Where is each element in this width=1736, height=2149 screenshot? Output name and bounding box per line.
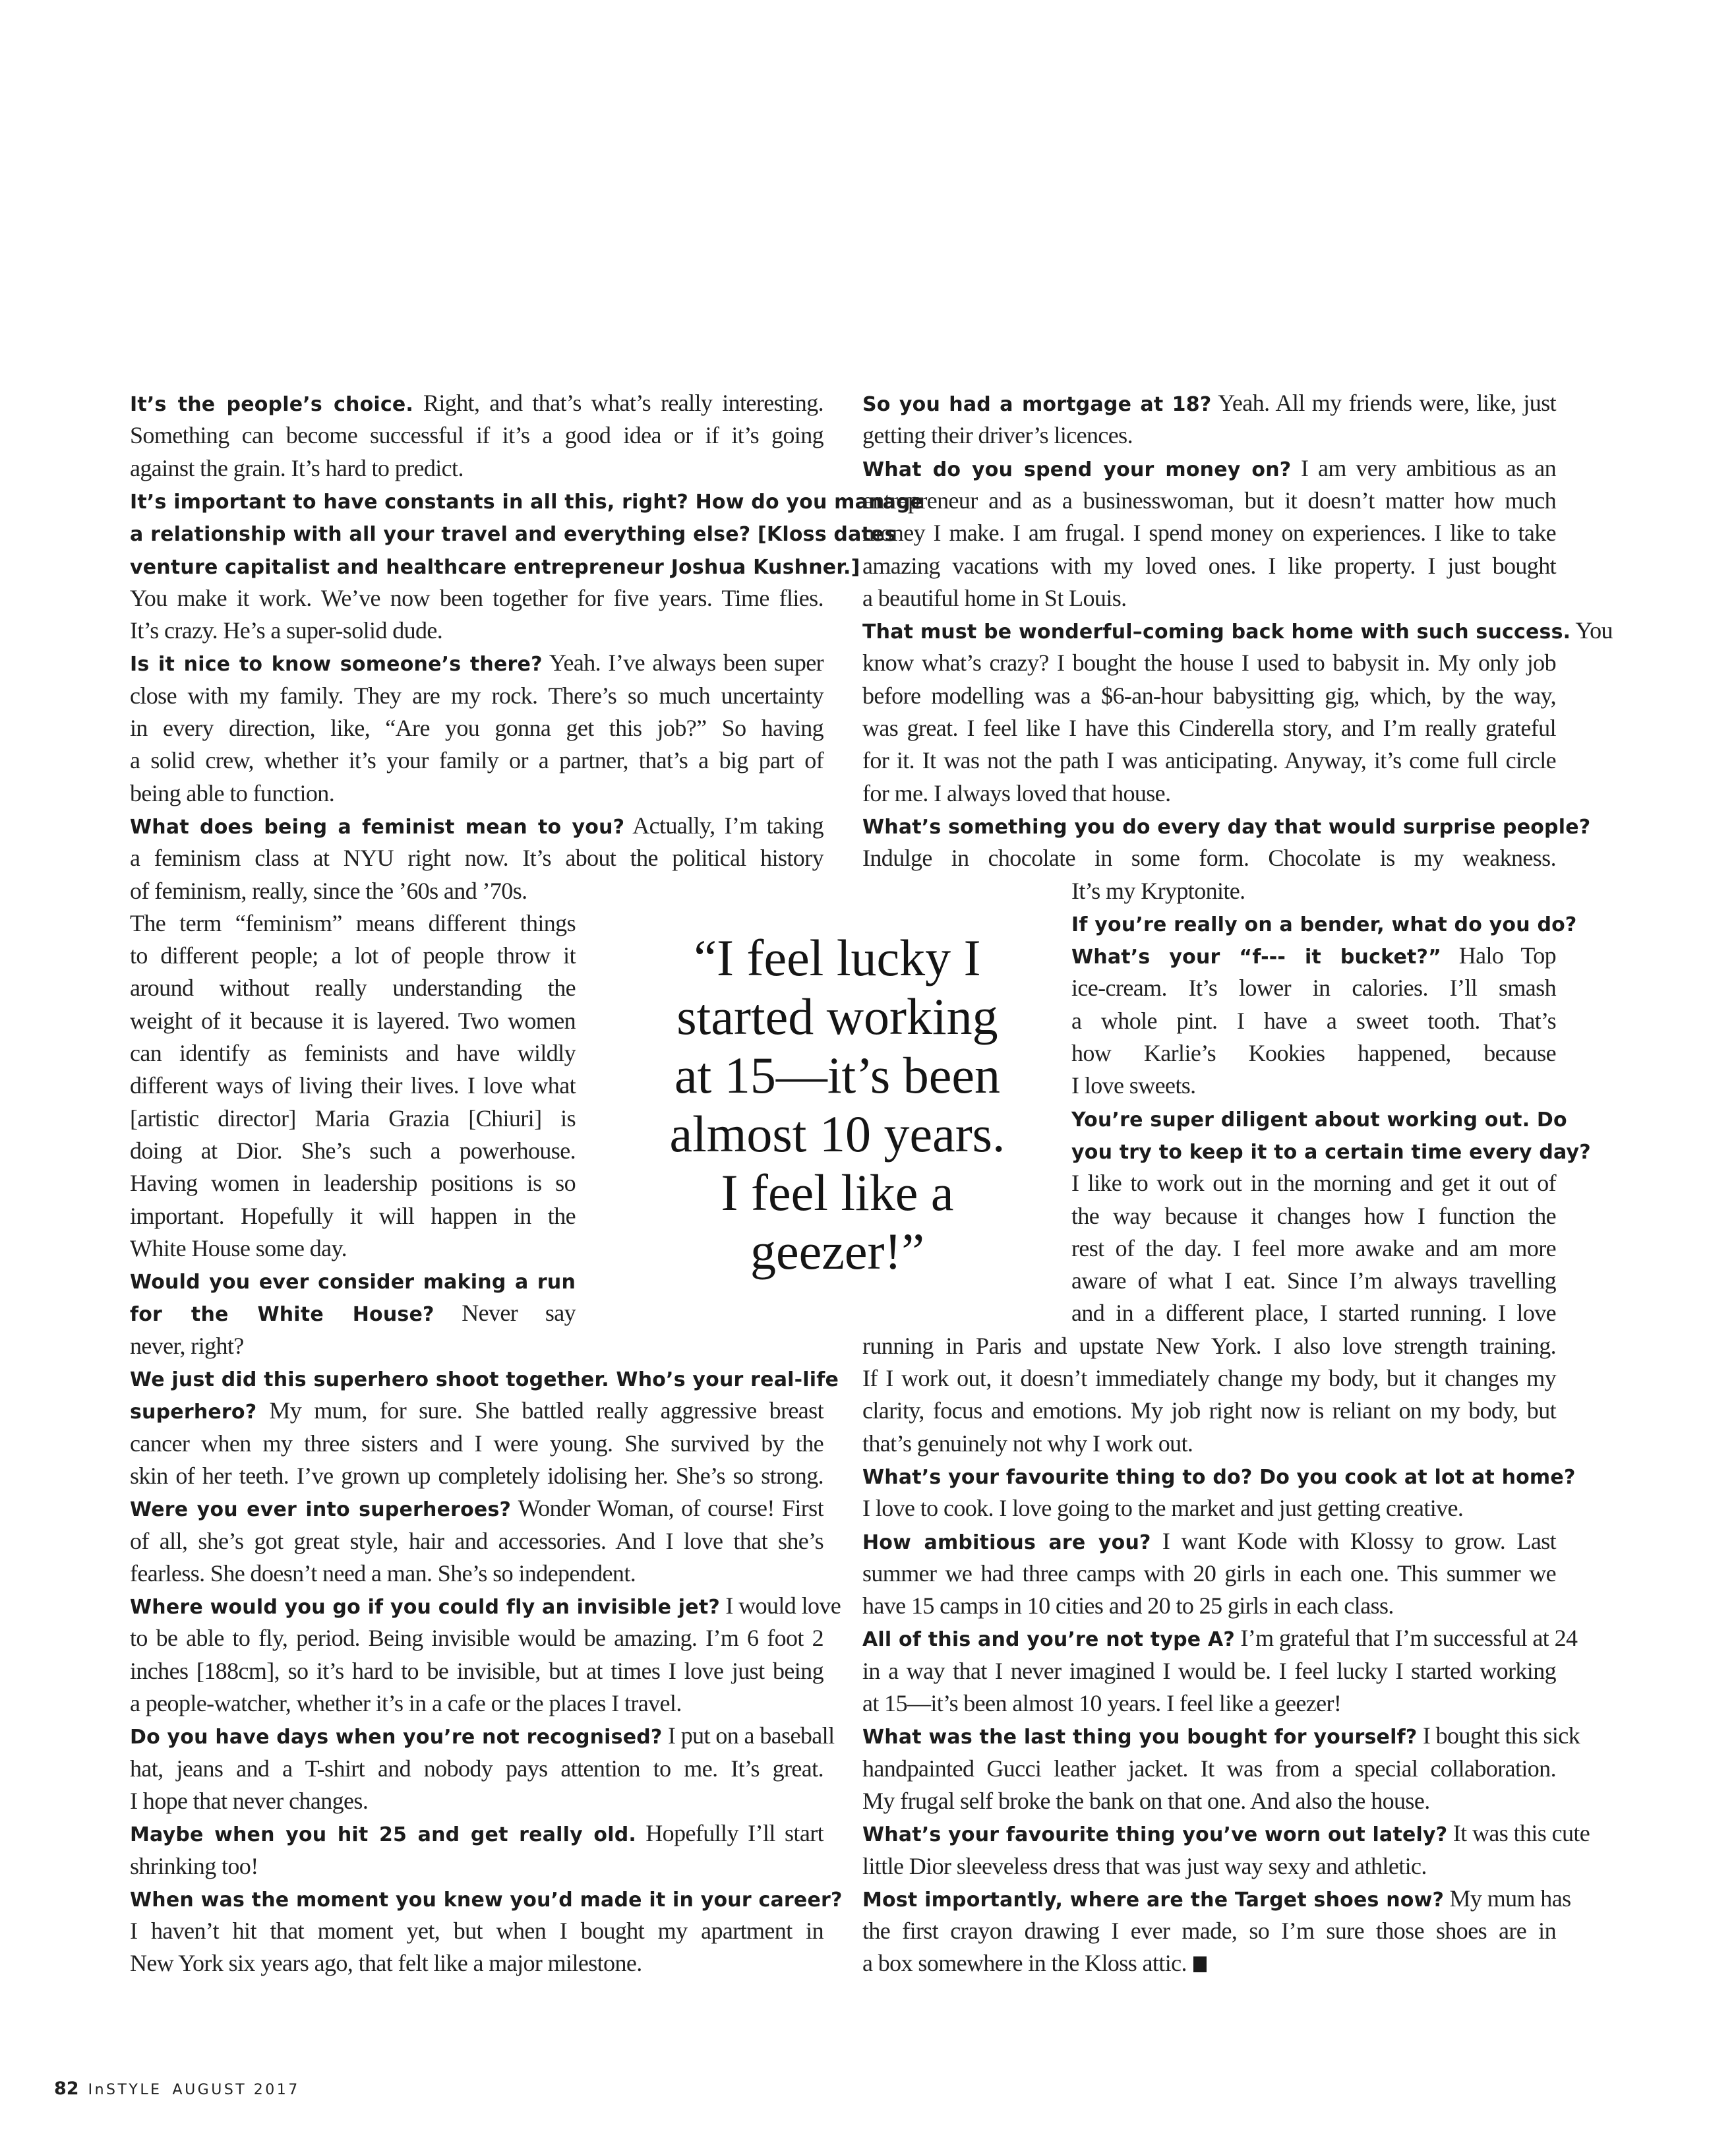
text-line	[862, 711, 1556, 744]
interview-answer: The term “feminism” means different things	[130, 909, 576, 936]
pull-quote	[620, 928, 1055, 1281]
text-line	[862, 1752, 1556, 1785]
interview-question: Do you have days when you’re not recognised?	[130, 1726, 663, 1749]
end-mark-icon	[1193, 1956, 1207, 1972]
text-line	[130, 1492, 823, 1525]
text-line	[862, 1882, 1571, 1915]
text-line	[862, 1557, 1556, 1590]
text-line	[1071, 1134, 1591, 1167]
text-line	[130, 1882, 843, 1915]
pull-quote-line: at 15—it’s been	[674, 1046, 1000, 1104]
text-line	[130, 1817, 823, 1850]
interview-answer: My frugal self broke the bank on that one. And also the house.	[862, 1787, 1430, 1814]
text-line	[862, 1525, 1556, 1558]
text-line	[862, 452, 1556, 485]
interview-answer: ice-cream. It’s lower in calories. I’ll smash	[1071, 975, 1556, 1002]
text-line	[130, 744, 823, 777]
text-line	[862, 1459, 1576, 1492]
interview-answer: that’s genuinely not why I work out.	[862, 1430, 1193, 1457]
interview-answer: inches [188cm], so it’s hard to be invisible, but at times I love just being	[130, 1657, 823, 1684]
interview-question: Is it nice to know someone’s there?	[130, 653, 543, 677]
interview-question: Maybe when you hit 25 and get really old.	[130, 1823, 636, 1847]
interview-answer: skin of her teeth. I’ve grown up completely idolising her. She’s so strong.	[130, 1462, 823, 1489]
interview-answer: clarity, focus and emotions. My job right now is reliant on my body, but	[862, 1397, 1556, 1424]
interview-question: When was the moment you knew you’d made it in your career?	[130, 1888, 843, 1912]
text-line	[862, 1719, 1580, 1752]
text-line	[130, 1037, 576, 1070]
interview-answer: different ways of living their lives. I love what	[130, 1072, 576, 1099]
interview-answer: I want Kode with Klossy to grow. Last	[1151, 1527, 1557, 1554]
text-line	[130, 874, 823, 907]
interview-answer: never, right?	[130, 1332, 244, 1359]
interview-answer: [artistic director] Maria Grazia [Chiuri] is	[130, 1105, 576, 1132]
text-line	[1071, 1264, 1556, 1297]
interview-question: How ambitious are you?	[862, 1530, 1151, 1554]
text-line	[862, 582, 1556, 615]
interview-answer: the way because it changes how I function the	[1071, 1202, 1556, 1229]
interview-answer: It was this cute	[1447, 1820, 1590, 1847]
text-line	[130, 1557, 823, 1590]
text-line	[862, 809, 1591, 842]
text-line	[130, 1166, 576, 1199]
interview-answer: shrinking too!	[130, 1852, 258, 1879]
interview-answer: I hope that never changes.	[130, 1787, 369, 1814]
interview-answer: in a way that I never imagined I would be. I feel lucky I started working	[862, 1657, 1556, 1684]
interview-answer: a people-watcher, whether it’s in a cafe or the places I travel.	[130, 1690, 682, 1716]
text-line	[862, 841, 1556, 874]
interview-answer: cancer when my three sisters and I were young. She survived by the	[130, 1430, 823, 1457]
interview-answer: New York six years ago, that felt like a major milestone.	[130, 1950, 642, 1977]
interview-answer: rest of the day. I feel more awake and am more	[1071, 1234, 1556, 1261]
interview-answer: Having women in leadership positions is so	[130, 1170, 576, 1197]
text-line	[130, 1459, 823, 1492]
text-line	[130, 1394, 823, 1427]
interview-answer: aware of what I eat. Since I’m always travelling	[1071, 1267, 1556, 1294]
interview-answer: I put on a baseball	[662, 1722, 835, 1749]
text-line	[862, 1329, 1556, 1362]
interview-answer: in every direction, like, “Are you gonna get this job?” So having	[130, 715, 823, 741]
text-line	[862, 1362, 1556, 1395]
interview-answer: getting their driver’s licences.	[862, 422, 1133, 449]
interview-answer: summer we had three camps with 20 girls in each one. This summer we	[862, 1559, 1556, 1587]
interview-answer: You make it work. We’ve now been together for five years. Time flies.	[130, 584, 823, 611]
text-line	[130, 1102, 576, 1135]
text-line	[130, 679, 823, 712]
text-line	[130, 1914, 823, 1947]
interview-answer: I’m grateful that I’m successful at 24	[1234, 1625, 1578, 1652]
text-line	[1071, 1166, 1556, 1199]
text-line	[1071, 1069, 1556, 1102]
text-line	[862, 1784, 1556, 1817]
interview-answer: I haven’t hit that moment yet, but when I bought my apartment in	[130, 1918, 823, 1945]
interview-answer: Yeah. All my friends were, like, just	[1211, 390, 1557, 416]
interview-answer: Right, and that’s what’s really interesting.	[413, 390, 823, 416]
interview-answer: Halo Top	[1441, 942, 1557, 969]
interview-answer: My mum, for sure. She battled really aggressive breast	[256, 1397, 823, 1424]
text-line	[862, 516, 1556, 549]
pull-quote-line: “I feel lucky I	[694, 929, 981, 986]
text-line	[130, 1589, 841, 1622]
interview-answer: to different people; a lot of people throw it	[130, 942, 576, 969]
interview-answer: how Karlie’s Kookies happened, because	[1071, 1040, 1556, 1066]
interview-answer: being able to function.	[130, 779, 335, 806]
interview-answer: You	[1571, 617, 1613, 644]
interview-answer: to be able to fly, period. Being invisible would be amazing. I’m 6 foot 2	[130, 1625, 823, 1652]
interview-answer: a solid crew, whether it’s your family or a partner, that’s a big part of	[130, 747, 823, 774]
text-line	[1071, 1199, 1556, 1232]
interview-answer: Indulge in chocolate in some form. Chocolate is my weakness.	[862, 845, 1556, 872]
interview-answer: It’s crazy. He’s a super-solid dude.	[130, 617, 443, 644]
text-line	[130, 1004, 576, 1037]
interview-answer: Never say	[434, 1300, 576, 1327]
interview-question: Would you ever consider making a run	[130, 1271, 576, 1294]
interview-answer: a whole pint. I have a sweet tooth. That’s	[1071, 1007, 1556, 1034]
text-line	[130, 939, 576, 972]
interview-answer: of feminism, really, since the ’60s and ’70s.	[130, 877, 527, 904]
text-line	[130, 516, 897, 549]
text-line	[130, 419, 823, 452]
text-line	[862, 1947, 1556, 1980]
text-line	[130, 646, 823, 679]
interview-answer: I bought this sick	[1417, 1722, 1580, 1749]
page-footer	[54, 2076, 300, 2102]
text-line	[130, 1199, 576, 1232]
interview-answer: handpainted Gucci leather jacket. It was from a special collaboration.	[862, 1755, 1556, 1782]
text-line	[862, 777, 1556, 810]
text-line	[130, 1069, 576, 1102]
page-number: 82	[54, 2078, 79, 2099]
interview-answer: doing at Dior. She’s such a powerhouse.	[130, 1137, 576, 1164]
text-line	[130, 1264, 576, 1297]
interview-question: superhero?	[130, 1401, 257, 1424]
pull-quote-line: almost 10 years.	[669, 1105, 1005, 1163]
interview-answer: and in a different place, I started running. I love	[1071, 1300, 1556, 1327]
interview-question: What do you spend your money on?	[862, 458, 1292, 481]
issue-date: AUGUST 2017	[172, 2082, 300, 2098]
interview-answer: know what’s crazy? I bought the house I used to babysit in. My only job	[862, 650, 1556, 677]
text-line	[130, 809, 823, 842]
interview-question: That must be wonderful–coming back home with such success.	[862, 620, 1571, 644]
text-line	[130, 386, 823, 419]
interview-answer: Actually, I’m taking	[624, 812, 823, 839]
text-line	[862, 1394, 1556, 1427]
interview-question: you try to keep it to a certain time every day?	[1071, 1140, 1591, 1164]
text-line	[130, 777, 823, 810]
interview-question: If you’re really on a bender, what do you do?	[1071, 913, 1577, 936]
text-line	[1071, 1232, 1556, 1265]
interview-answer: little Dior sleeveless dress that was just way sexy and athletic.	[862, 1852, 1427, 1879]
text-line	[130, 1719, 835, 1752]
interview-answer: Yeah. I’ve always been super	[542, 650, 823, 677]
interview-answer: the first crayon drawing I ever made, so I’m sure those shoes are in	[862, 1918, 1556, 1945]
interview-answer: close with my family. They are my rock. There’s so much uncertainty	[130, 682, 823, 709]
interview-question: All of this and you’re not type A?	[862, 1628, 1235, 1652]
interview-answer: weight of it because it is layered. Two women	[130, 1007, 576, 1034]
text-line	[1071, 907, 1577, 940]
interview-answer: can identify as feminists and have wildly	[130, 1040, 576, 1066]
text-line	[130, 907, 576, 940]
interview-question: It’s important to have constants in all this, right? How do you manage	[130, 490, 924, 514]
interview-answer: Hopefully I’ll start	[636, 1820, 823, 1847]
text-line	[1071, 1102, 1567, 1135]
text-line	[130, 1525, 823, 1558]
interview-question: So you had a mortgage at 18?	[862, 393, 1212, 416]
text-line	[130, 1654, 823, 1687]
interview-answer: amazing vacations with my loved ones. I like property. I just bought	[862, 552, 1556, 579]
interview-answer: before modelling was a $6-an-hour babysitting gig, which, by the way,	[862, 682, 1556, 709]
interview-answer: I am very ambitious as an	[1291, 454, 1556, 481]
interview-question: a relationship with all your travel and everything else? [Kloss dates	[130, 523, 897, 547]
text-line	[130, 614, 823, 647]
interview-answer: important. Hopefully it will happen in the	[130, 1202, 576, 1229]
text-line	[862, 646, 1556, 679]
text-line	[1071, 1004, 1556, 1037]
text-line	[1071, 1296, 1556, 1329]
interview-answer: at 15—it’s been almost 10 years. I feel like a geezer!	[862, 1690, 1342, 1716]
text-line	[862, 1589, 1556, 1622]
interview-question: What does being a feminist mean to you?	[130, 815, 625, 839]
text-line	[862, 679, 1556, 712]
text-line	[130, 1427, 823, 1460]
text-line	[862, 1654, 1556, 1687]
interview-answer: My mum has	[1444, 1885, 1571, 1912]
interview-answer: White House some day.	[130, 1234, 347, 1261]
interview-question: What’s something you do every day that would surprise people?	[862, 815, 1591, 839]
text-line	[862, 419, 1556, 452]
interview-answer: for me. I always loved that house.	[862, 779, 1171, 806]
interview-question: You’re super diligent about working out. Do	[1071, 1108, 1567, 1132]
pull-quote-line: geezer!”	[750, 1223, 925, 1280]
interview-question: We just did this superhero shoot together. Who’s your real-life	[130, 1368, 839, 1391]
interview-question: What was the last thing you bought for yourself?	[862, 1726, 1418, 1749]
text-line	[1071, 939, 1556, 972]
text-line	[130, 1232, 576, 1265]
text-line	[130, 971, 576, 1004]
text-line	[130, 711, 823, 744]
interview-answer: entrepreneur and as a businesswoman, but it doesn’t matter how much	[862, 487, 1556, 514]
interview-answer: If I work out, it doesn’t immediately change my body, but it changes my	[862, 1365, 1556, 1391]
text-line	[130, 1687, 823, 1720]
interview-answer: around without really understanding the	[130, 975, 576, 1002]
interview-question: Were you ever into superheroes?	[130, 1498, 512, 1522]
text-line	[130, 452, 823, 485]
text-line	[130, 484, 924, 517]
text-line	[130, 1752, 823, 1785]
interview-answer: It’s my Kryptonite.	[1071, 877, 1245, 904]
text-line	[862, 1914, 1556, 1947]
pull-quote-line: I feel like a	[721, 1164, 954, 1221]
text-line	[130, 1850, 823, 1883]
text-line	[130, 841, 823, 874]
interview-answer: have 15 camps in 10 cities and 20 to 25 girls in each class.	[862, 1592, 1394, 1619]
interview-answer: a feminism class at NYU right now. It’s about the political history	[130, 845, 823, 872]
interview-answer: I love sweets.	[1071, 1072, 1196, 1099]
magazine-name: InSTYLE	[88, 2082, 162, 2098]
interview-question: venture capitalist and healthcare entrepreneur Joshua Kushner.]	[130, 555, 860, 579]
interview-answer: was great. I feel like I have this Cinderella story, and I’m really grateful	[862, 715, 1556, 741]
interview-question: Where would you go if you could fly an invisible jet?	[130, 1596, 720, 1619]
text-line	[862, 1492, 1556, 1525]
text-line	[1071, 874, 1556, 907]
interview-answer: Wonder Woman, of course! First	[511, 1495, 823, 1522]
interview-question: It’s the people’s choice.	[130, 393, 414, 416]
text-line	[130, 582, 823, 615]
text-line	[862, 1850, 1556, 1883]
interview-question: Most importantly, where are the Target shoes now?	[862, 1888, 1445, 1912]
text-line	[862, 744, 1556, 777]
interview-answer: Something can become successful if it’s a good idea or if it’s going	[130, 422, 823, 449]
interview-answer: of all, she’s got great style, hair and accessories. And I love that she’s	[130, 1527, 823, 1554]
interview-question: What’s your favourite thing you’ve worn out lately?	[862, 1823, 1448, 1847]
text-line	[130, 549, 860, 582]
interview-answer: for it. It was not the path I was anticipating. Anyway, it’s come full circle	[862, 747, 1556, 774]
interview-question: What’s your “f--- it bucket?”	[1071, 946, 1442, 969]
interview-answer: a box somewhere in the Kloss attic.	[862, 1950, 1187, 1977]
text-line	[862, 1427, 1556, 1460]
interview-answer: against the grain. It’s hard to predict.	[130, 454, 464, 481]
interview-answer: I love to cook. I love going to the market and just getting creative.	[862, 1495, 1464, 1522]
text-line	[862, 386, 1556, 419]
text-line	[130, 1296, 576, 1329]
text-line	[1071, 971, 1556, 1004]
text-line	[130, 1621, 823, 1654]
interview-question: for the White House?	[130, 1303, 434, 1327]
pull-quote-line: started working	[676, 988, 998, 1045]
interview-answer: fearless. She doesn’t need a man. She’s so independent.	[130, 1559, 636, 1587]
text-line	[862, 549, 1556, 582]
text-line	[130, 1947, 823, 1980]
text-line	[130, 1784, 823, 1817]
interview-answer: money I make. I am frugal. I spend money on experiences. I like to take	[862, 520, 1556, 547]
text-line	[130, 1134, 576, 1167]
interview-question: What’s your favourite thing to do? Do you cook at lot at home?	[862, 1465, 1576, 1489]
text-line	[862, 484, 1556, 517]
text-line	[862, 1817, 1590, 1850]
text-line	[862, 1687, 1556, 1720]
interview-answer: hat, jeans and a T-shirt and nobody pays attention to me. It’s great.	[130, 1755, 823, 1782]
text-line	[862, 1621, 1578, 1654]
interview-answer: running in Paris and upstate New York. I also love strength training.	[862, 1332, 1556, 1359]
interview-answer: I like to work out in the morning and get it out of	[1071, 1170, 1556, 1197]
text-line	[130, 1329, 576, 1362]
text-line	[862, 614, 1613, 647]
text-line	[1071, 1037, 1556, 1070]
interview-answer: a beautiful home in St Louis.	[862, 584, 1127, 611]
text-line	[130, 1362, 839, 1395]
interview-answer: I would love	[720, 1592, 841, 1619]
